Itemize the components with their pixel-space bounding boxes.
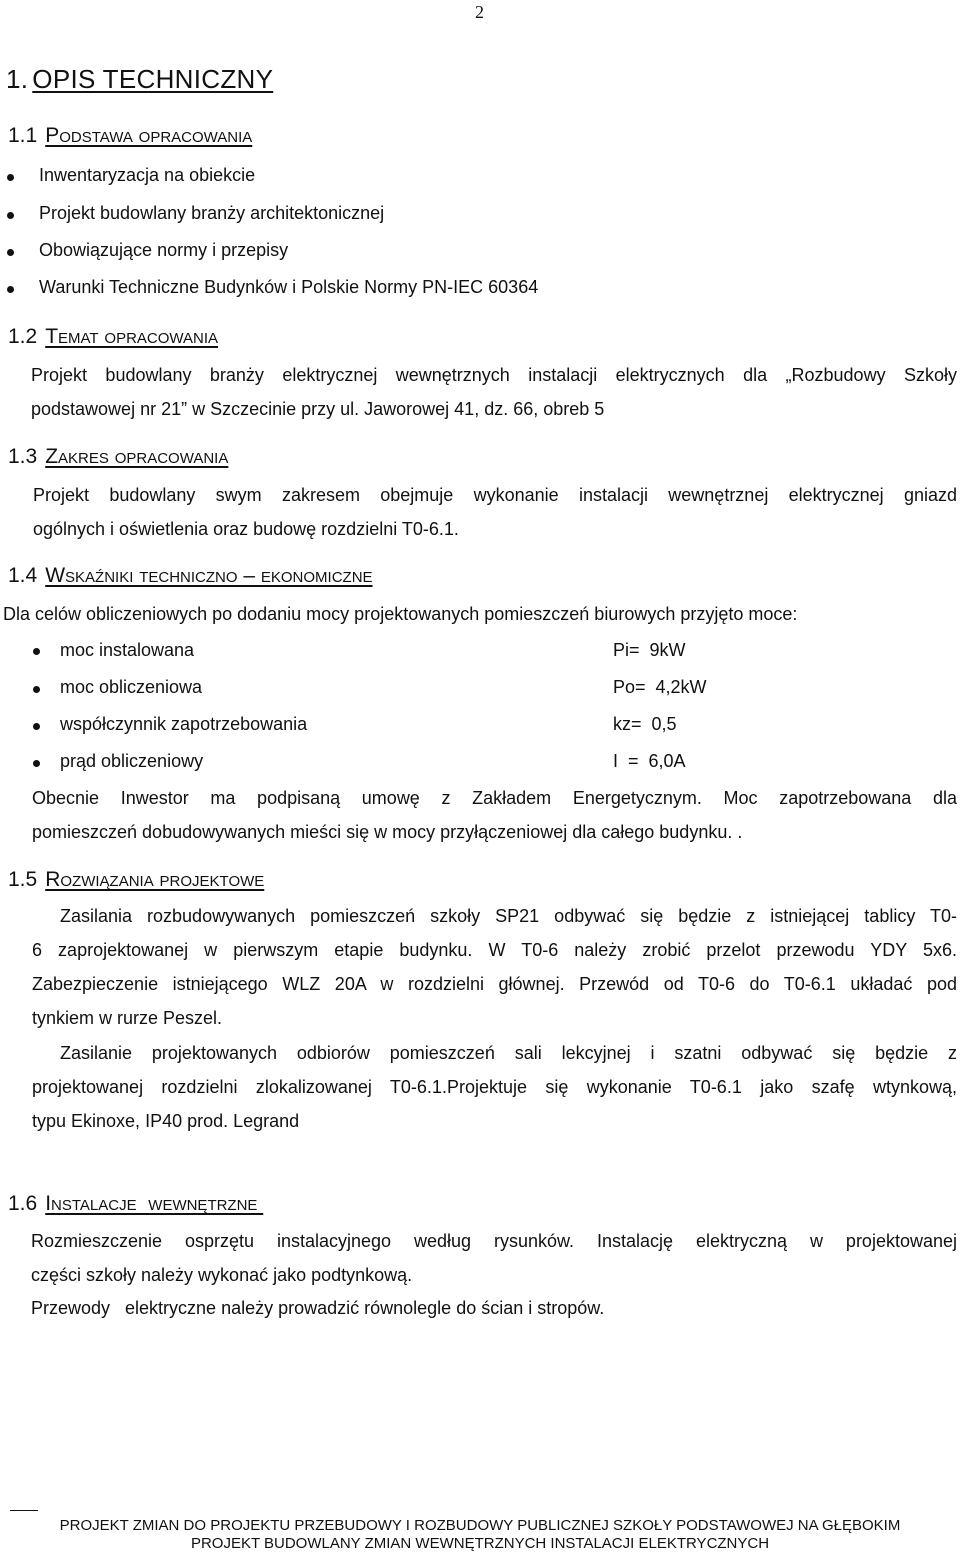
footer-rule: [10, 1510, 38, 1511]
paragraph-installations: [31, 1224, 957, 1292]
bullet-icon: [7, 174, 14, 181]
indicator-label: współczynnik zapotrzebowania: [60, 714, 308, 734]
footer-line-1: PROJEKT ZMIAN DO PROJEKTU PRZEBUDOWY I ROZBUDOWY PUBLICZNEJ SZKOŁY PODSTAWOWEJ NA GŁĘBOKIM: [59, 1517, 901, 1534]
text-line: Zabezpieczenie istniejącego WLZ 20A w rozdzielni głównej. Przewód od T0-6 do T0-6.1 układać pod: [32, 974, 957, 994]
indicator-value: kz= 0,5: [613, 714, 677, 734]
paragraph-topic: [31, 358, 957, 426]
bullet-icon: [33, 686, 40, 693]
section-number: 1.5: [8, 868, 38, 891]
indicator-value: I = 6,0A: [613, 751, 686, 771]
text-line: Projekt budowlany swym zakresem obejmuje wykonanie instalacji wewnętrznej elektrycznej gniazd: [33, 485, 957, 505]
text-line: Zasilania rozbudowywanych pomieszczeń szkoły SP21 odbywać się będzie z istniejącej tablicy T0-: [60, 906, 957, 926]
text-line: Projekt budowlany branży elektrycznej wewnętrznych instalacji elektrycznych dla „Rozbudowy Szkoły: [31, 365, 957, 385]
paragraph-scope: [33, 478, 957, 546]
bullet-icon: [7, 249, 14, 256]
section-title: Zakres opracowania: [45, 445, 229, 468]
list-item: Warunki Techniczne Budynków i Polskie Normy PN-IEC 60364: [39, 277, 539, 297]
text-line: 6 zaprojektowanej w pierwszym etapie budynku. W T0-6 należy zrobić przelot przewodu YDY 5x6.: [32, 940, 957, 960]
page-number: 2: [475, 2, 484, 22]
section-heading-1-5: [8, 868, 264, 892]
text-line: Zasilanie projektowanych odbiorów pomieszczeń sali lekcyjnej i szatni odbywać się będzie z: [60, 1043, 957, 1063]
text-line: projektowanej rozdzielni zlokalizowanej T0-6.1.Projektuje się wykonanie T0-6.1 jako szafę wtynkową,: [32, 1077, 957, 1097]
text-line: typu Ekinoxe, IP40 prod. Legrand: [32, 1111, 300, 1131]
bullet-icon: [33, 760, 40, 767]
bullet-icon: [33, 723, 40, 730]
indicator-label: moc obliczeniowa: [60, 677, 203, 697]
section-number: 1.6: [8, 1192, 38, 1215]
section-title: Wskaźniki techniczno – ekonomiczne: [45, 564, 373, 587]
bullet-icon: [7, 212, 14, 219]
list-item: Projekt budowlany branży architektonicznej: [39, 203, 385, 223]
section-heading-1-1: [8, 124, 252, 148]
text-line: podstawowej nr 21” w Szczecinie przy ul. Jaworowej 41, dz. 66, obreb 5: [31, 399, 605, 419]
text-line: pomieszczeń dobudowywanych mieści się w mocy przyłączeniowej dla całego budynku. .: [32, 822, 743, 842]
footer-line-2: PROJEKT BUDOWLANY ZMIAN WEWNĘTRZNYCH INSTALACJI ELEKTRYCZNYCH: [190, 1535, 770, 1552]
paragraph-cables: Przewody elektryczne należy prowadzić równolegle do ścian i stropów.: [31, 1298, 605, 1318]
main-heading: [6, 64, 273, 95]
main-heading-number: 1.: [6, 64, 29, 94]
paragraph-contract: [32, 781, 957, 849]
text-line: części szkoły należy wykonać jako podtynkową.: [31, 1265, 413, 1285]
text-line: Rozmieszczenie osprzętu instalacyjnego według rysunków. Instalację elektryczną w projektowanej: [31, 1231, 957, 1251]
list-item: Inwentaryzacja na obiekcie: [39, 165, 256, 185]
text-line: Obecnie Inwestor ma podpisaną umowę z Zakładem Energetycznym. Moc zapotrzebowana dla: [32, 788, 957, 808]
section-number: 1.1: [8, 124, 38, 147]
paragraph-supply-1: [32, 899, 957, 1035]
list-item: Obowiązujące normy i przepisy: [39, 240, 289, 260]
section-number: 1.2: [8, 325, 38, 348]
section-title: Rozwiązania projektowe: [45, 868, 265, 891]
text-line: tynkiem w rurze Peszel.: [32, 1008, 223, 1028]
section-heading-1-2: [8, 325, 218, 349]
indicator-label: prąd obliczeniowy: [60, 751, 204, 771]
paragraph-supply-2: [32, 1036, 957, 1138]
indicators-intro: Dla celów obliczeniowych po dodaniu mocy projektowanych pomieszczeń biurowych przyjęto moce:: [3, 604, 798, 624]
indicator-value: Po= 4,2kW: [613, 677, 707, 697]
section-title: Temat opracowania: [45, 325, 219, 348]
section-title: Podstawa opracowania: [45, 124, 253, 147]
section-heading-1-3: [8, 445, 228, 469]
section-number: 1.4: [8, 564, 38, 587]
section-title: Instalacje wewnętrzne: [45, 1192, 264, 1215]
bullet-icon: [33, 648, 40, 655]
indicator-label: moc instalowana: [60, 640, 195, 660]
text-line: ogólnych i oświetlenia oraz budowę rozdzielni T0-6.1.: [33, 519, 459, 539]
bullet-icon: [7, 286, 14, 293]
section-heading-1-4: [8, 564, 373, 588]
section-heading-1-6: [8, 1192, 263, 1216]
indicator-value: Pi= 9kW: [613, 640, 686, 660]
section-number: 1.3: [8, 445, 38, 468]
main-heading-title: OPIS TECHNICZNY: [32, 64, 274, 94]
